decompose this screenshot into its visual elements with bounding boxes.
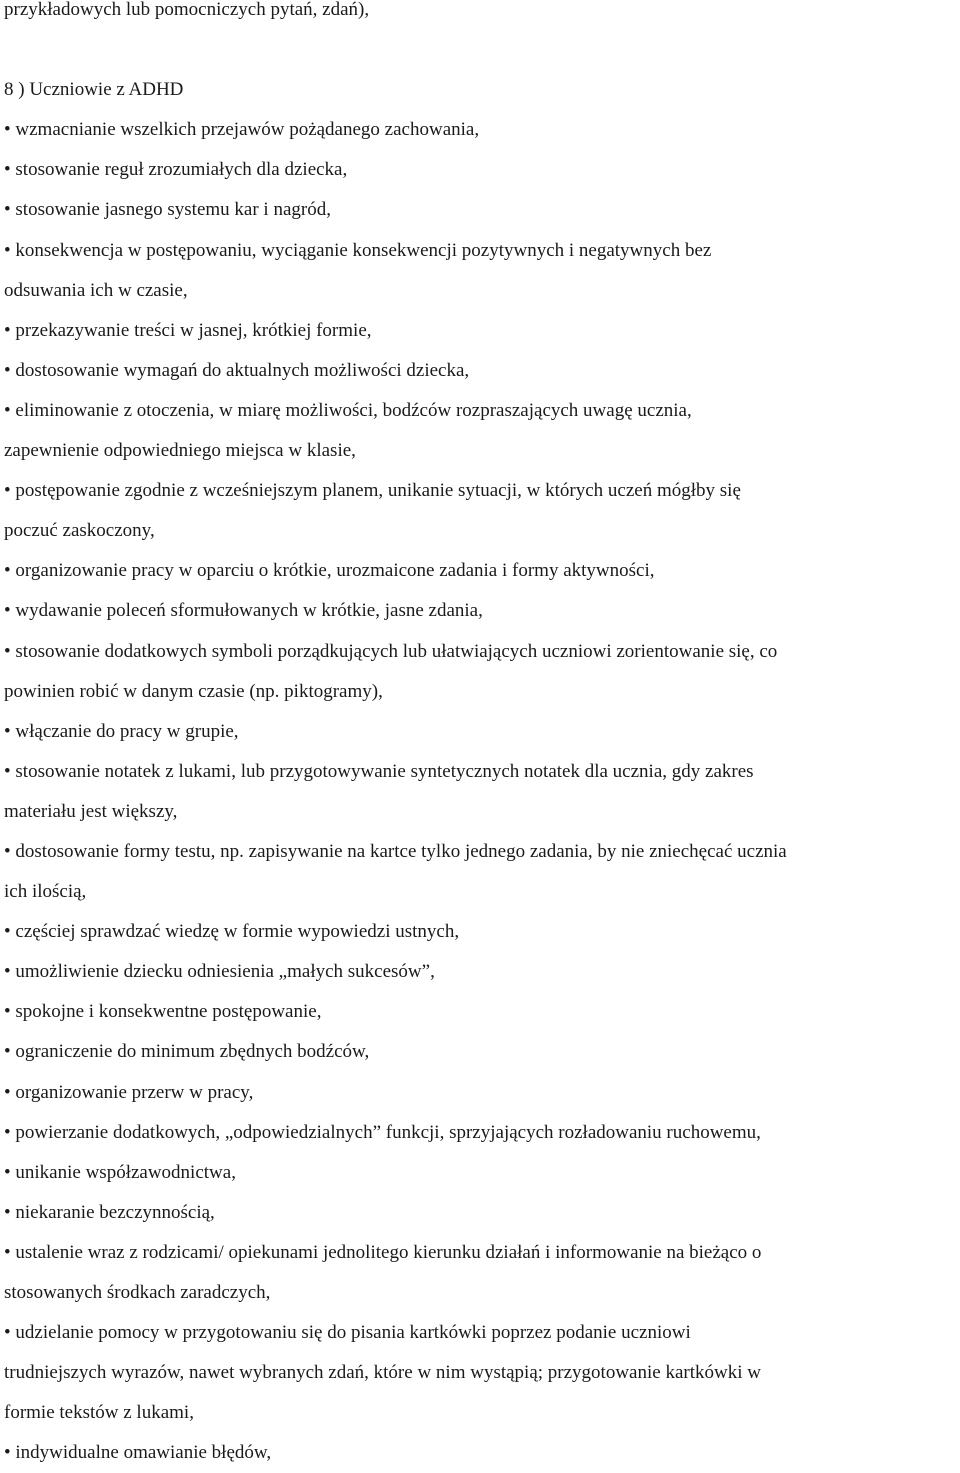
text-line: • ograniczenie do minimum zbędnych bodźców, [4,1041,370,1063]
text-line: • stosowanie notatek z lukami, lub przygotowywanie syntetycznych notatek dla ucznia, gdy zakres [4,760,754,782]
text-line: materiału jest większy, [4,800,178,822]
text-line: zapewnienie odpowiedniego miejsca w klasie, [4,440,356,462]
text-line: • dostosowanie formy testu, np. zapisywanie na kartce tylko jednego zadania, by nie zniechęcać ucznia [4,840,787,862]
text-line: • wydawanie poleceń sformułowanych w krótkie, jasne zdania, [4,600,483,622]
text-line: • wzmacnianie wszelkich przejawów pożądanego zachowania, [4,119,480,141]
text-line: • ustalenie wraz z rodzicami/ opiekunami jednolitego kierunku działań i informowanie na bieżąco o [4,1241,762,1263]
text-line: • włączanie do pracy w grupie, [4,720,239,742]
text-line: • spokojne i konsekwentne postępowanie, [4,1001,322,1023]
text-line: • eliminowanie z otoczenia, w miarę możliwości, bodźców rozpraszających uwagę ucznia, [4,399,692,421]
blank-line [4,30,958,70]
text-line: • indywidualne omawianie błędów, [4,1442,272,1464]
text-line: • unikanie współzawodnictwa, [4,1161,236,1183]
text-line: • stosowanie reguł zrozumiałych dla dziecka, [4,159,348,181]
text-line: • udzielanie pomocy w przygotowaniu się do pisania kartkówki poprzez podanie uczniowi [4,1322,691,1344]
text-line: ich ilością, [4,881,87,903]
document-page [4,0,958,1473]
text-line: • stosowanie dodatkowych symboli porządkujących lub ułatwiających uczniowi zorientowanie się, co [4,640,778,662]
text-line: • umożliwienie dziecku odniesienia „małych sukcesów”, [4,961,435,983]
text-line: • powierzanie dodatkowych, „odpowiedzialnych” funkcji, sprzyjających rozładowaniu ruchowemu, [4,1121,761,1143]
intro-line: przykładowych lub pomocniczych pytań, zdań), [4,0,370,20]
text-line: stosowanych środkach zaradczych, [4,1282,271,1303]
text-line: • stosowanie jasnego systemu kar i nagród, [4,199,331,221]
text-line: trudniejszych wyrazów, nawet wybranych zdań, które w nim wystąpią; przygotowanie kartkówki w [4,1362,761,1384]
text-line: • dostosowanie wymagań do aktualnych możliwości dziecka, [4,359,470,381]
text-line: formie tekstów z lukami, [4,1402,194,1424]
text-line: • częściej sprawdzać wiedzę w formie wypowiedzi ustnych, [4,921,460,943]
text-line: • postępowanie zgodnie z wcześniejszym planem, unikanie sytuacji, w których uczeń mógłby się [4,480,741,502]
section-heading: 8 ) Uczniowie z ADHD [4,79,184,101]
text-line: • organizowanie pracy w oparciu o krótkie, urozmaicone zadania i formy aktywności, [4,560,655,582]
text-line: • organizowanie przerw w pracy, [4,1081,254,1103]
text-line: odsuwania ich w czasie, [4,279,188,301]
text-line: poczuć zaskoczony, [4,520,155,542]
text-line: • niekaranie bezczynnością, [4,1201,215,1223]
text-line: powinien robić w danym czasie (np. piktogramy), [4,680,383,702]
text-line: • przekazywanie treści w jasnej, krótkiej formie, [4,319,372,341]
text-line: • konsekwencja w postępowaniu, wyciąganie konsekwencji pozytywnych i negatywnych bez [4,239,712,261]
